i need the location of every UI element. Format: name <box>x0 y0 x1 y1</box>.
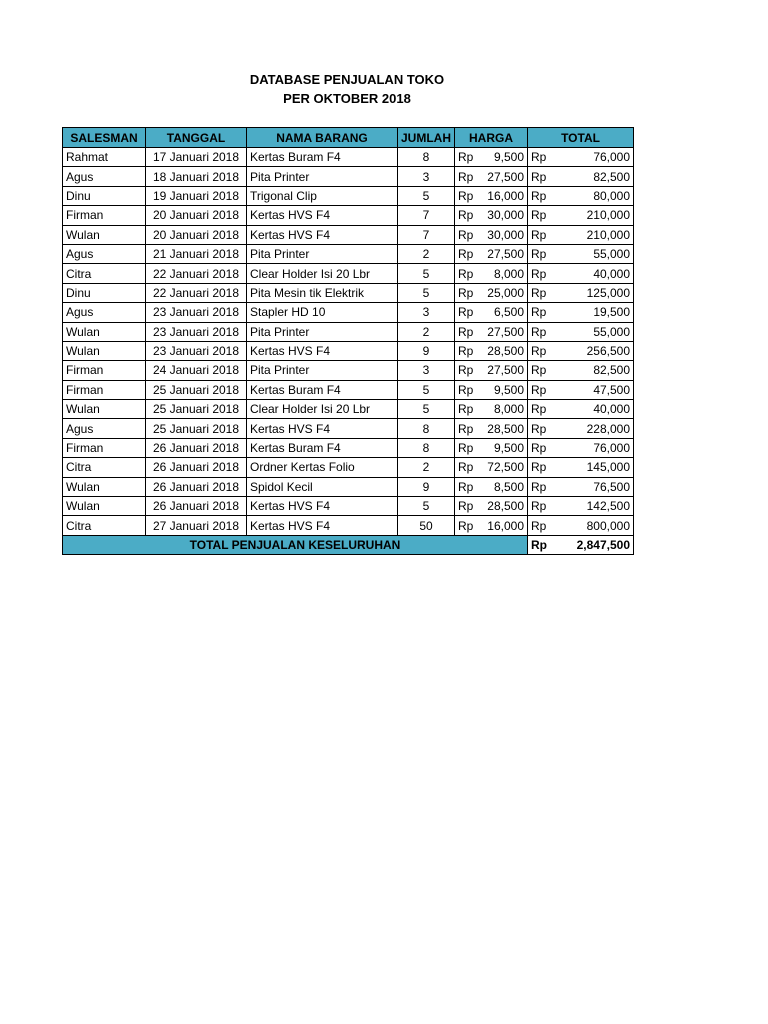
table-row <box>63 264 634 283</box>
cell-tanggal: 26 Januari 2018 <box>146 438 247 457</box>
cell-tanggal: 21 Januari 2018 <box>146 244 247 263</box>
cell-harga: 28,500 <box>478 341 528 360</box>
cell-harga-currency: Rp <box>455 167 478 186</box>
cell-harga-currency: Rp <box>455 264 478 283</box>
cell-harga-currency: Rp <box>455 322 478 341</box>
cell-nama-barang: Kertas HVS F4 <box>247 206 398 225</box>
cell-jumlah: 5 <box>398 400 455 419</box>
table-body <box>63 148 634 536</box>
cell-total: 82,500 <box>551 361 634 380</box>
cell-tanggal: 26 Januari 2018 <box>146 458 247 477</box>
table-row <box>63 458 634 477</box>
cell-total: 47,500 <box>551 380 634 399</box>
cell-harga-currency: Rp <box>455 458 478 477</box>
cell-total-currency: Rp <box>528 206 551 225</box>
cell-salesman: Wulan <box>63 477 146 496</box>
cell-tanggal: 22 Januari 2018 <box>146 283 247 302</box>
cell-nama-barang: Clear Holder Isi 20 Lbr <box>247 400 398 419</box>
table-row <box>63 148 634 167</box>
cell-nama-barang: Pita Printer <box>247 244 398 263</box>
cell-salesman: Citra <box>63 264 146 283</box>
cell-nama-barang: Pita Printer <box>247 361 398 380</box>
cell-total-currency: Rp <box>528 477 551 496</box>
cell-tanggal: 25 Januari 2018 <box>146 419 247 438</box>
cell-tanggal: 27 Januari 2018 <box>146 516 247 535</box>
header-harga: HARGA <box>455 128 528 148</box>
grand-total-label: TOTAL PENJUALAN KESELURUHAN <box>63 535 528 554</box>
cell-jumlah: 5 <box>398 186 455 205</box>
cell-harga-currency: Rp <box>455 361 478 380</box>
cell-salesman: Citra <box>63 516 146 535</box>
cell-total-currency: Rp <box>528 458 551 477</box>
cell-nama-barang: Pita Printer <box>247 167 398 186</box>
cell-harga: 9,500 <box>478 438 528 457</box>
table-row <box>63 186 634 205</box>
cell-tanggal: 25 Januari 2018 <box>146 400 247 419</box>
cell-harga-currency: Rp <box>455 419 478 438</box>
cell-harga: 8,000 <box>478 400 528 419</box>
cell-total: 40,000 <box>551 400 634 419</box>
cell-total: 19,500 <box>551 303 634 322</box>
table-row <box>63 380 634 399</box>
cell-salesman: Dinu <box>63 186 146 205</box>
cell-total: 210,000 <box>551 206 634 225</box>
cell-total-currency: Rp <box>528 167 551 186</box>
cell-nama-barang: Kertas Buram F4 <box>247 148 398 167</box>
cell-salesman: Firman <box>63 380 146 399</box>
cell-salesman: Rahmat <box>63 148 146 167</box>
cell-total-currency: Rp <box>528 303 551 322</box>
cell-harga-currency: Rp <box>455 148 478 167</box>
cell-harga: 30,000 <box>478 225 528 244</box>
cell-salesman: Firman <box>63 438 146 457</box>
cell-total-currency: Rp <box>528 419 551 438</box>
cell-salesman: Agus <box>63 303 146 322</box>
table-row <box>63 477 634 496</box>
table-row <box>63 322 634 341</box>
cell-harga: 9,500 <box>478 380 528 399</box>
cell-nama-barang: Trigonal Clip <box>247 186 398 205</box>
cell-salesman: Dinu <box>63 283 146 302</box>
cell-tanggal: 19 Januari 2018 <box>146 186 247 205</box>
cell-total-currency: Rp <box>528 148 551 167</box>
table-row <box>63 167 634 186</box>
table-row <box>63 206 634 225</box>
cell-harga: 16,000 <box>478 186 528 205</box>
cell-total: 125,000 <box>551 283 634 302</box>
cell-nama-barang: Clear Holder Isi 20 Lbr <box>247 264 398 283</box>
header-row <box>63 128 634 148</box>
cell-jumlah: 7 <box>398 225 455 244</box>
cell-total: 210,000 <box>551 225 634 244</box>
cell-harga-currency: Rp <box>455 206 478 225</box>
cell-jumlah: 3 <box>398 167 455 186</box>
title-line-2: PER OKTOBER 2018 <box>283 91 411 106</box>
cell-jumlah: 5 <box>398 497 455 516</box>
cell-total: 55,000 <box>551 322 634 341</box>
cell-jumlah: 3 <box>398 361 455 380</box>
header-nama-barang: NAMA BARANG <box>247 128 398 148</box>
cell-harga: 27,500 <box>478 361 528 380</box>
cell-total-currency: Rp <box>528 225 551 244</box>
cell-harga-currency: Rp <box>455 477 478 496</box>
cell-harga: 30,000 <box>478 206 528 225</box>
cell-tanggal: 20 Januari 2018 <box>146 206 247 225</box>
cell-harga: 72,500 <box>478 458 528 477</box>
cell-jumlah: 9 <box>398 477 455 496</box>
cell-nama-barang: Pita Printer <box>247 322 398 341</box>
cell-harga: 16,000 <box>478 516 528 535</box>
cell-total-currency: Rp <box>528 516 551 535</box>
cell-harga-currency: Rp <box>455 516 478 535</box>
cell-harga-currency: Rp <box>455 244 478 263</box>
cell-total-currency: Rp <box>528 438 551 457</box>
table-row <box>63 361 634 380</box>
cell-nama-barang: Kertas HVS F4 <box>247 419 398 438</box>
cell-tanggal: 20 Januari 2018 <box>146 225 247 244</box>
cell-salesman: Citra <box>63 458 146 477</box>
cell-total: 82,500 <box>551 167 634 186</box>
cell-salesman: Wulan <box>63 497 146 516</box>
cell-salesman: Firman <box>63 361 146 380</box>
cell-harga: 9,500 <box>478 148 528 167</box>
cell-jumlah: 2 <box>398 244 455 263</box>
cell-nama-barang: Kertas HVS F4 <box>247 497 398 516</box>
cell-jumlah: 2 <box>398 458 455 477</box>
cell-total-currency: Rp <box>528 322 551 341</box>
table-row <box>63 341 634 360</box>
cell-nama-barang: Stapler HD 10 <box>247 303 398 322</box>
cell-harga-currency: Rp <box>455 283 478 302</box>
cell-jumlah: 8 <box>398 419 455 438</box>
cell-total: 228,000 <box>551 419 634 438</box>
cell-salesman: Agus <box>63 419 146 438</box>
cell-harga-currency: Rp <box>455 380 478 399</box>
cell-tanggal: 26 Januari 2018 <box>146 477 247 496</box>
cell-harga: 6,500 <box>478 303 528 322</box>
table-row <box>63 244 634 263</box>
cell-nama-barang: Kertas Buram F4 <box>247 380 398 399</box>
cell-harga: 27,500 <box>478 322 528 341</box>
cell-nama-barang: Kertas HVS F4 <box>247 516 398 535</box>
cell-jumlah: 8 <box>398 438 455 457</box>
cell-total: 800,000 <box>551 516 634 535</box>
cell-total-currency: Rp <box>528 244 551 263</box>
cell-salesman: Agus <box>63 244 146 263</box>
cell-tanggal: 22 Januari 2018 <box>146 264 247 283</box>
table-row <box>63 419 634 438</box>
cell-harga-currency: Rp <box>455 303 478 322</box>
cell-nama-barang: Kertas HVS F4 <box>247 225 398 244</box>
cell-total: 76,000 <box>551 148 634 167</box>
cell-total: 256,500 <box>551 341 634 360</box>
cell-harga: 8,500 <box>478 477 528 496</box>
cell-nama-barang: Kertas HVS F4 <box>247 341 398 360</box>
cell-total: 76,000 <box>551 438 634 457</box>
cell-tanggal: 17 Januari 2018 <box>146 148 247 167</box>
table-row <box>63 225 634 244</box>
cell-harga-currency: Rp <box>455 186 478 205</box>
cell-harga-currency: Rp <box>455 497 478 516</box>
table-row <box>63 400 634 419</box>
cell-tanggal: 24 Januari 2018 <box>146 361 247 380</box>
cell-jumlah: 3 <box>398 303 455 322</box>
cell-total: 145,000 <box>551 458 634 477</box>
cell-tanggal: 26 Januari 2018 <box>146 497 247 516</box>
cell-total: 76,500 <box>551 477 634 496</box>
cell-nama-barang: Pita Mesin tik Elektrik <box>247 283 398 302</box>
cell-harga: 28,500 <box>478 497 528 516</box>
cell-salesman: Wulan <box>63 225 146 244</box>
header-tanggal: TANGGAL <box>146 128 247 148</box>
cell-jumlah: 5 <box>398 283 455 302</box>
table-row <box>63 516 634 535</box>
cell-total-currency: Rp <box>528 400 551 419</box>
grand-total-value: 2,847,500 <box>551 535 634 554</box>
cell-harga: 25,000 <box>478 283 528 302</box>
cell-tanggal: 23 Januari 2018 <box>146 341 247 360</box>
cell-salesman: Agus <box>63 167 146 186</box>
cell-nama-barang: Kertas Buram F4 <box>247 438 398 457</box>
cell-salesman: Firman <box>63 206 146 225</box>
header-salesman: SALESMAN <box>63 128 146 148</box>
cell-tanggal: 25 Januari 2018 <box>146 380 247 399</box>
cell-tanggal: 23 Januari 2018 <box>146 322 247 341</box>
cell-total-currency: Rp <box>528 264 551 283</box>
cell-harga: 8,000 <box>478 264 528 283</box>
cell-jumlah: 5 <box>398 380 455 399</box>
table-row <box>63 283 634 302</box>
cell-total-currency: Rp <box>528 283 551 302</box>
cell-jumlah: 8 <box>398 148 455 167</box>
cell-harga: 27,500 <box>478 167 528 186</box>
header-jumlah: JUMLAH <box>398 128 455 148</box>
table-row <box>63 497 634 516</box>
cell-salesman: Wulan <box>63 341 146 360</box>
cell-harga-currency: Rp <box>455 400 478 419</box>
cell-total-currency: Rp <box>528 497 551 516</box>
cell-total: 142,500 <box>551 497 634 516</box>
cell-harga-currency: Rp <box>455 225 478 244</box>
cell-harga-currency: Rp <box>455 341 478 360</box>
header-total: TOTAL <box>528 128 634 148</box>
cell-harga-currency: Rp <box>455 438 478 457</box>
table-row <box>63 438 634 457</box>
cell-total-currency: Rp <box>528 186 551 205</box>
title-line-1: DATABASE PENJUALAN TOKO <box>249 72 445 87</box>
cell-tanggal: 23 Januari 2018 <box>146 303 247 322</box>
cell-nama-barang: Spidol Kecil <box>247 477 398 496</box>
cell-jumlah: 5 <box>398 264 455 283</box>
cell-harga: 27,500 <box>478 244 528 263</box>
sales-table <box>62 127 634 555</box>
cell-salesman: Wulan <box>63 400 146 419</box>
cell-jumlah: 9 <box>398 341 455 360</box>
cell-jumlah: 7 <box>398 206 455 225</box>
cell-total-currency: Rp <box>528 341 551 360</box>
table-row <box>63 303 634 322</box>
cell-nama-barang: Ordner Kertas Folio <box>247 458 398 477</box>
cell-salesman: Wulan <box>63 322 146 341</box>
grand-total-row <box>63 535 634 554</box>
cell-total-currency: Rp <box>528 380 551 399</box>
document-title <box>62 70 632 108</box>
cell-total: 55,000 <box>551 244 634 263</box>
grand-total-currency: Rp <box>528 535 551 554</box>
cell-harga: 28,500 <box>478 419 528 438</box>
cell-total-currency: Rp <box>528 361 551 380</box>
cell-total: 40,000 <box>551 264 634 283</box>
cell-jumlah: 2 <box>398 322 455 341</box>
cell-total: 80,000 <box>551 186 634 205</box>
cell-jumlah: 50 <box>398 516 455 535</box>
cell-tanggal: 18 Januari 2018 <box>146 167 247 186</box>
